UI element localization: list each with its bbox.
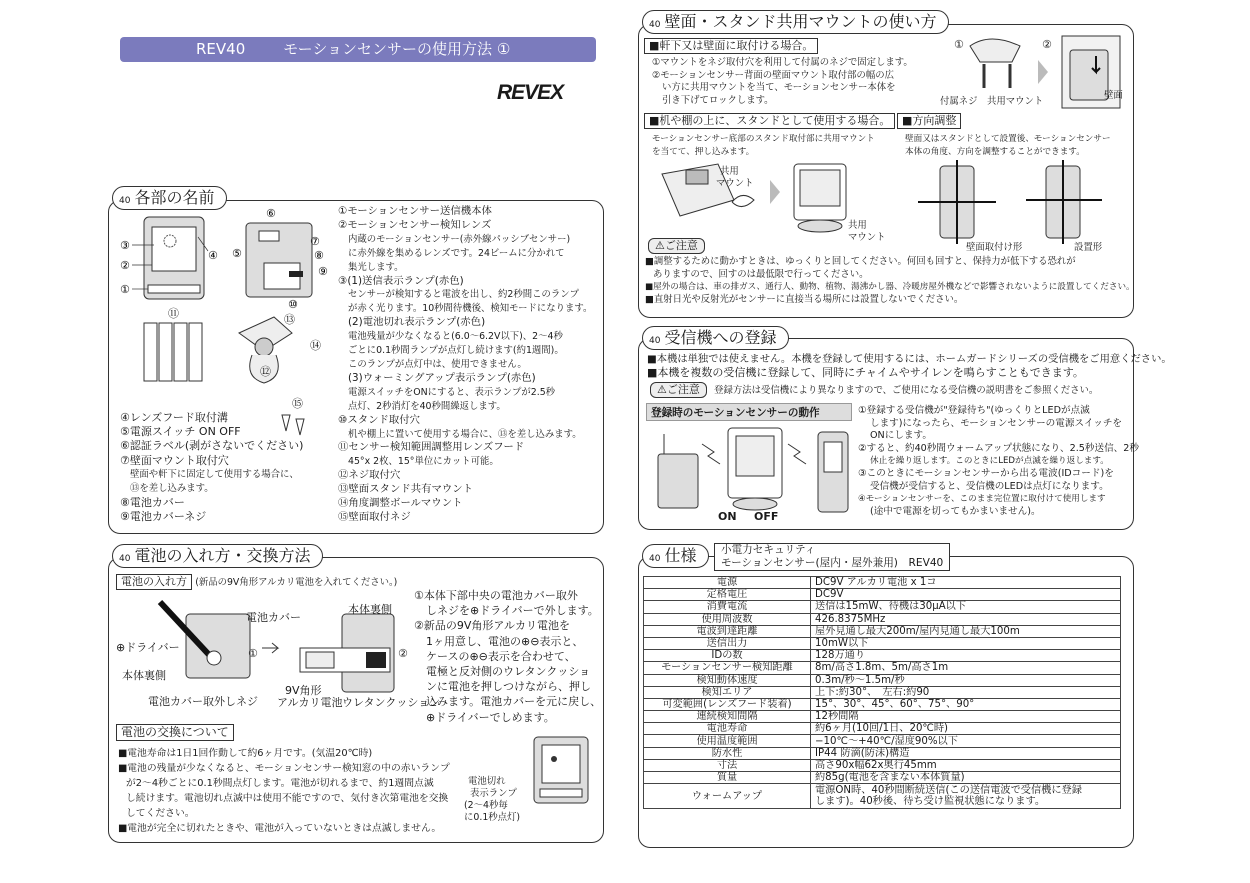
- callout-7: ⑦: [310, 235, 320, 248]
- spec-key: 消費電流: [644, 601, 811, 613]
- dir-lines: [905, 133, 1111, 158]
- caution-line: ■直射日光や反射光がセンサーに直接当る場所には設置しないでください。: [645, 293, 964, 305]
- callout-14: ⑭: [310, 339, 321, 352]
- battery-step: しネジを⊕ドライバーで外します。: [426, 604, 599, 618]
- mount-tab: [642, 10, 949, 34]
- part-3-2: (2)電池切れ表示ランプ(赤色): [348, 316, 486, 329]
- battery-replace-lines: [118, 746, 450, 836]
- battery-replace-heading: [116, 724, 234, 741]
- part-2-desc3: 集光します。: [348, 261, 404, 273]
- caution-badge: [648, 238, 705, 254]
- insert-title: 電池の入れ方: [116, 574, 192, 590]
- stand-fig-label: 共用: [720, 166, 739, 177]
- section-heading: 各部の名前: [134, 188, 215, 207]
- wall-line: ①マウントをネジ取付穴を利用して付属のネジで固定します。: [652, 57, 913, 68]
- callout-3: ③: [120, 239, 130, 252]
- caution-line: ■調整するために動かすときは、ゆっくりと回してください。何回も回すと、保持力が低下する恐れが: [645, 256, 1076, 267]
- caution-label: ご注意: [664, 239, 698, 252]
- spec-key: 検知動体速度: [644, 674, 811, 686]
- callout-13: ⑬: [284, 313, 295, 326]
- lamp-label-line: 電池切れ: [468, 776, 506, 787]
- part-7: ⑦壁面マウント取付穴: [120, 453, 229, 467]
- dir-line: 壁面又はスタンドとして設置後、モーションセンサー: [905, 134, 1111, 144]
- spec-value: IP44 防滴(防沫)構造: [811, 747, 1121, 759]
- register-off-label: OFF: [754, 510, 779, 523]
- callout-9: ⑨: [318, 265, 328, 278]
- spec-subtitle: [714, 543, 950, 571]
- wall-fig-n2: ②: [1042, 38, 1052, 51]
- parts-left-list: [120, 411, 303, 525]
- battery-step: ②新品の9V角形アルカリ電池を: [414, 619, 570, 633]
- spec-row: [644, 772, 1121, 784]
- register-step: (途中で電源を切ってもかまいません)。: [870, 505, 1041, 517]
- spec-value: [811, 784, 1121, 809]
- callout-12: ⑫: [260, 365, 271, 378]
- caution-text: 登録方法は受信機により異なりますので、ご使用になる受信機の説明書をご参照ください。: [714, 385, 1099, 396]
- register-figure: [646, 424, 854, 516]
- part-3-3-desc: 電源スイッチをONにすると、表示ランプが2.5秒: [348, 386, 556, 398]
- spec-row: [644, 698, 1121, 710]
- battery-step: 込みます。電池カバーを元に戻し、: [426, 695, 602, 709]
- wall-mount-block: [644, 38, 818, 54]
- register-step: 休止を繰り返します。このときにLEDが点滅を繰り返します。: [870, 456, 1109, 467]
- spec-key: 使用温度範囲: [644, 735, 811, 747]
- replace-line: ■電池の残量が少なくなると、モーションセンサー検知窓の中の赤いランプ: [118, 763, 450, 774]
- stand-fig-label: マウント: [848, 232, 886, 243]
- spec-value-line: 電源ON時、40秒間断続送信(この送信電波で受信機に登録: [815, 785, 1082, 797]
- lens-hood-pieces: [144, 323, 202, 381]
- dir-line: 本体の角度、方向を調整することができます。: [905, 146, 1085, 157]
- stand-fig-mount2: [848, 220, 886, 244]
- battery-insert-heading: [116, 574, 397, 590]
- register-line: ■本機は単独では使えません。本機を登録して使用するには、ホームガードシリーズの受信機をご用意ください。: [647, 353, 1172, 365]
- lamp-label-line: (2～4秒毎: [464, 800, 508, 811]
- sensor-lens: [152, 227, 196, 271]
- spec-value-line: します)。40秒後、待ち受け監視状態になります。: [815, 796, 1046, 808]
- spec-key: モーションセンサー検知距離: [644, 662, 811, 674]
- caution-line: ■屋外の場合は、車の排ガス、通行人、動物、植物、湯沸かし器、冷暖房屋外機などで影響されないように設置してください。: [645, 282, 1135, 293]
- section-heading: 仕様: [664, 546, 697, 565]
- part-3-3-desc2: 点灯、2秒消灯を40秒間繰返します。: [348, 400, 506, 412]
- part-3-3: (3)ウォーミングアップ表示ランプ(赤色): [348, 371, 536, 384]
- spec-key: 可変範囲(レンズフード装着): [644, 698, 811, 710]
- label-back2: 本体裏側: [348, 603, 392, 616]
- spec-value: 12秒間隔: [811, 711, 1121, 723]
- wall-fig-n1: ①: [954, 38, 964, 51]
- part-14: ⑭角度調整ボールマウント: [338, 497, 463, 510]
- spec-value: −10℃～+40℃/湿度90%以下: [811, 735, 1121, 747]
- spec-subtitle-line2: モーションセンサー(屋内・屋外兼用): [721, 557, 898, 569]
- part-4: ④レンズフード取付溝: [120, 411, 228, 424]
- mount-caution-lines: [645, 256, 1135, 306]
- spec-row: [644, 601, 1121, 613]
- brand-logo: REVEX: [497, 81, 564, 104]
- spec-value: 128万通り: [811, 650, 1121, 662]
- register-step: ONにします。: [870, 430, 932, 442]
- label-cushion: ウレタンクッション: [342, 696, 441, 709]
- battery-step: 電極と反対側のウレタンクッショ: [426, 665, 591, 679]
- section-heading: 壁面・スタンド共用マウントの使い方: [664, 12, 937, 31]
- part-2-desc: 内蔵のモーションセンサー(赤外線パッシブセンサー): [348, 233, 571, 245]
- lamp-label-line: 表示ランプ: [470, 788, 517, 799]
- dir-title: ■方向調整: [897, 113, 961, 129]
- spec-value: 屋外見通し最大200m/屋内見通し最大100m: [811, 625, 1121, 637]
- wall-line: ②モーションセンサー背面の壁面マウント取付部の幅の広: [652, 69, 895, 81]
- label-step2: ②: [398, 647, 408, 660]
- insert-note: (新品の9V角形アルカリ電池を入れてください。): [195, 577, 398, 588]
- tab-number: 40: [119, 554, 131, 564]
- spec-row: [644, 662, 1121, 674]
- callout-15: ⑮: [292, 397, 303, 410]
- wall-title: ■軒下又は壁面に取付ける場合。: [644, 38, 818, 54]
- register-step: ②すると、約40秒間ウォームアップ状態になり、2.5秒送信、2秒: [858, 442, 1139, 454]
- spec-table: [643, 576, 1121, 809]
- label-screw: 電池カバー取外しネジ: [148, 695, 258, 708]
- part-7-desc: 壁面や軒下に固定して使用する場合に、: [130, 468, 299, 480]
- part-3-2-desc3: このランプが点灯中は、使用できません。: [348, 358, 527, 370]
- spec-row: [644, 613, 1121, 625]
- mount-caution: [648, 238, 705, 254]
- part-10-desc: 机や棚上に置いて使用する場合に、⑬を差し込みます。: [348, 428, 582, 440]
- callout-11: ⑪: [168, 307, 179, 320]
- caution-label: ご注意: [666, 383, 700, 396]
- part-9: ⑨電池カバーネジ: [120, 510, 207, 524]
- tab-number: 40: [649, 554, 661, 564]
- spec-key: 定格電圧: [644, 589, 811, 601]
- spec-key: 連続検知間隔: [644, 711, 811, 723]
- battery-step: ケースの⊕⊖表示を合わせて、: [426, 649, 576, 663]
- spec-value: 高さ90x幅62x奥行45mm: [811, 759, 1121, 771]
- label-battery-cover: 電池カバー: [246, 611, 301, 624]
- replace-line: ■電池寿命は1日1回作動して約6ヶ月です。(気温20℃時): [118, 748, 373, 759]
- caution-line: ありますので、回すのは最低限で行ってください。: [653, 268, 869, 280]
- lamp-label: [464, 776, 520, 824]
- stand-lines: [652, 133, 875, 158]
- spec-key: 防水性: [644, 747, 811, 759]
- spec-value: DC9V: [811, 589, 1121, 601]
- part-15: ⑮壁面取付ネジ: [338, 510, 411, 523]
- register-step: ③このときにモーションセンサーから出る電波(IDコード)を: [858, 467, 1114, 479]
- warning-icon: ⚠: [657, 383, 667, 396]
- spec-value: 約85g(電池を含まない本体質量): [811, 772, 1121, 784]
- spec-row: [644, 577, 1121, 589]
- receiver-device: [658, 454, 698, 508]
- part-3-2-desc2: ごとに0.1秒間ランプが点灯し続けます(約1週間)。: [348, 345, 564, 357]
- spec-value: DC9V アルカリ電池 x 1コ: [811, 577, 1121, 589]
- wall-fig-wall: 壁面: [1104, 90, 1123, 101]
- spec-key: 電池寿命: [644, 723, 811, 735]
- callout-10: ⑩: [288, 298, 298, 311]
- battery-tab: [112, 544, 323, 568]
- spec-value: 10mW以下: [811, 637, 1121, 649]
- register-caution: [650, 382, 1098, 398]
- part-8: ⑧電池カバー: [120, 496, 185, 510]
- dir-title-block: [897, 113, 961, 129]
- replace-line: してください。: [126, 808, 195, 819]
- spec-row: [644, 637, 1121, 649]
- section-heading: 受信機への登録: [664, 328, 777, 347]
- stand-title-block: [644, 113, 895, 129]
- label-driver: ⊕ドライバー: [116, 641, 180, 654]
- battery-step: ンに電池を押しつけながら、押し: [426, 680, 591, 694]
- spec-key: 寸法: [644, 759, 811, 771]
- battery-lamp-figure: [530, 735, 592, 805]
- spec-key: IDの数: [644, 650, 811, 662]
- part-6: ⑥認証ラベル(剥がさないでください): [120, 439, 304, 453]
- spec-tab: [642, 544, 709, 568]
- wall-lines: [652, 57, 913, 107]
- part-7-desc2: ⑬を差し込みます。: [130, 483, 214, 495]
- wall-fig-mount: 共用マウント: [987, 96, 1044, 107]
- spec-key: 検知エリア: [644, 686, 811, 698]
- replace-title: 電池の交換について: [116, 724, 234, 741]
- register-line: ■本機を複数の受信機に登録して、同時にチャイムやサイレンを鳴らすこともできます。: [647, 366, 1084, 379]
- spec-key: ウォームアップ: [644, 784, 811, 809]
- replace-line: ■電池が完全に切れたときや、電池が入っていないときは点滅しません。: [118, 823, 442, 834]
- spec-key: 送信出力: [644, 637, 811, 649]
- spec-row: [644, 747, 1121, 759]
- replace-line: が2～4秒ごとに0.1秒間点灯します。電池が切れるまで、約1週間点滅: [126, 778, 434, 789]
- spec-value: 15°、30°、45°、60°、75°、90°: [811, 698, 1121, 710]
- register-step: します)になったら、モーションセンサーの電源スイッチを: [870, 417, 1123, 429]
- dir-fig-stand: 設置形: [1074, 242, 1103, 253]
- part-2-desc2: に赤外線を集めるレンズです。24ビームに分かれて: [348, 247, 565, 259]
- tab-number: 40: [649, 20, 661, 30]
- callout-5: ⑤: [232, 247, 242, 260]
- part-5: ⑤電源スイッチ ON OFF: [120, 425, 241, 439]
- part-3-2-desc: 電池残量が少なくなると(6.0～6.2V以下)、2～4秒: [348, 331, 563, 343]
- label-back: 本体裏側: [122, 669, 166, 682]
- part-2: ②モーションセンサー検知レンズ: [338, 218, 492, 231]
- battery-step: 1ヶ用意し、電池の⊕⊖表示と、: [426, 634, 584, 648]
- label-step1: ①: [248, 647, 258, 660]
- model-label: REV40: [196, 40, 246, 59]
- parts-right-list: [338, 205, 592, 525]
- replace-line: し続けます。電池切れ点滅中は使用不能ですので、気付き次第電池を交換: [126, 793, 449, 804]
- spec-value: 426.8375MHz: [811, 613, 1121, 625]
- register-step: ④モーションセンサーを、このまま完位置に取付けて使用します: [858, 494, 1106, 505]
- callout-4: ④: [208, 249, 218, 262]
- spec-model: REV40: [908, 557, 944, 569]
- page-title: モーションセンサーの使用方法 ①: [283, 40, 511, 59]
- part-11-desc: 45°x 2枚、15°単位にカット可能。: [348, 456, 499, 468]
- caution-badge: [650, 382, 707, 398]
- callout-6: ⑥: [266, 207, 276, 220]
- spec-row: [644, 711, 1121, 723]
- battery-steps: [414, 588, 601, 725]
- spec-value: 約6ヶ月(10回/1日、20℃時): [811, 723, 1121, 735]
- spec-row: [644, 723, 1121, 735]
- battery-step: ⊕ドライバーでしめます。: [426, 710, 555, 724]
- register-lines: [647, 352, 1172, 380]
- part-3-1-desc: センサーが検知すると電波を出し、約2秒間このランプ: [348, 289, 579, 301]
- spec-row: [644, 650, 1121, 662]
- spec-row: [644, 589, 1121, 601]
- direction-figure: [918, 160, 1118, 250]
- part-3-1-desc2: が赤く光ります。10秒間待機後、検知モードになります。: [348, 303, 593, 315]
- register-steps: [858, 405, 1139, 518]
- spec-row: [644, 625, 1121, 637]
- section-heading: 電池の入れ方・交換方法: [134, 546, 311, 565]
- part-10: ⑩スタンド取付穴: [338, 413, 421, 426]
- callout-8: ⑧: [314, 249, 324, 262]
- spec-value: 0.3m/秒～1.5m/秒: [811, 674, 1121, 686]
- part-13: ⑬壁面スタンド共有マウント: [338, 483, 474, 496]
- spec-key: 電源: [644, 577, 811, 589]
- stand-title: ■机や棚の上に、スタンドとして使用する場合。: [644, 113, 895, 129]
- callout-1: ①: [120, 283, 130, 296]
- register-op-title: 登録時のモーションセンサーの動作: [646, 403, 852, 421]
- spec-key: 質量: [644, 772, 811, 784]
- spec-key: 電波到達距離: [644, 625, 811, 637]
- spec-key: 使用周波数: [644, 613, 811, 625]
- stand-fig-label: マウント: [716, 178, 754, 189]
- title-banner: [120, 37, 596, 62]
- part-3-1: ③(1)送信表示ランプ(赤色): [338, 274, 464, 287]
- wall-line: 引き下げてロックします。: [662, 94, 774, 106]
- warning-icon: ⚠: [655, 239, 665, 252]
- lamp-label-line: に0.1秒点灯): [464, 812, 521, 823]
- spec-row: [644, 784, 1121, 809]
- register-on-label: ON: [718, 510, 737, 523]
- register-step: ①登録する受信機が"登録待ち"(ゆっくりとLEDが点滅: [858, 405, 1090, 416]
- label-9v: 9V角形: [285, 684, 322, 697]
- stand-line: を当てて、押し込みます。: [652, 146, 755, 157]
- spec-value: 上下:約30°、 左右:約90: [811, 686, 1121, 698]
- wall-fig-screw: 付属ネジ: [940, 96, 978, 107]
- callout-2: ②: [120, 259, 130, 272]
- label-alkaline: アルカリ電池: [277, 696, 343, 709]
- wall-line: い方に共用マウントを当て、モーションセンサー本体を: [662, 82, 896, 94]
- battery-cover: [186, 614, 250, 678]
- battery-step: ①本体下部中央の電池カバー取外: [414, 589, 578, 602]
- part-11: ⑪センサー検知範囲調整用レンズフード: [338, 441, 525, 454]
- spec-value: 8m/高さ1.8m、5m/高さ1m: [811, 662, 1121, 674]
- spec-subtitle-line1: 小電力セキュリティ: [721, 544, 816, 556]
- tab-number: 40: [649, 336, 661, 346]
- stand-fig-label: 共用: [848, 220, 867, 231]
- spec-row: [644, 674, 1121, 686]
- part-12: ⑫ネジ取付穴: [338, 469, 401, 482]
- dir-fig-wall: 壁面取付け形: [966, 242, 1023, 253]
- spec-row: [644, 735, 1121, 747]
- register-tab: [642, 326, 789, 350]
- register-step: 受信機が受信すると、受信機のLEDは点灯になります。: [870, 480, 1109, 492]
- tab-number: 40: [119, 196, 131, 206]
- spec-row: [644, 686, 1121, 698]
- stand-line: モーションセンサー底部のスタンド取付部に共用マウント: [652, 134, 875, 144]
- stand-fig-mount1: [716, 166, 754, 190]
- spec-value: 送信は15mW、待機は30μA以下: [811, 601, 1121, 613]
- spec-row: [644, 759, 1121, 771]
- part-1: ①モーションセンサー送信機本体: [338, 205, 492, 217]
